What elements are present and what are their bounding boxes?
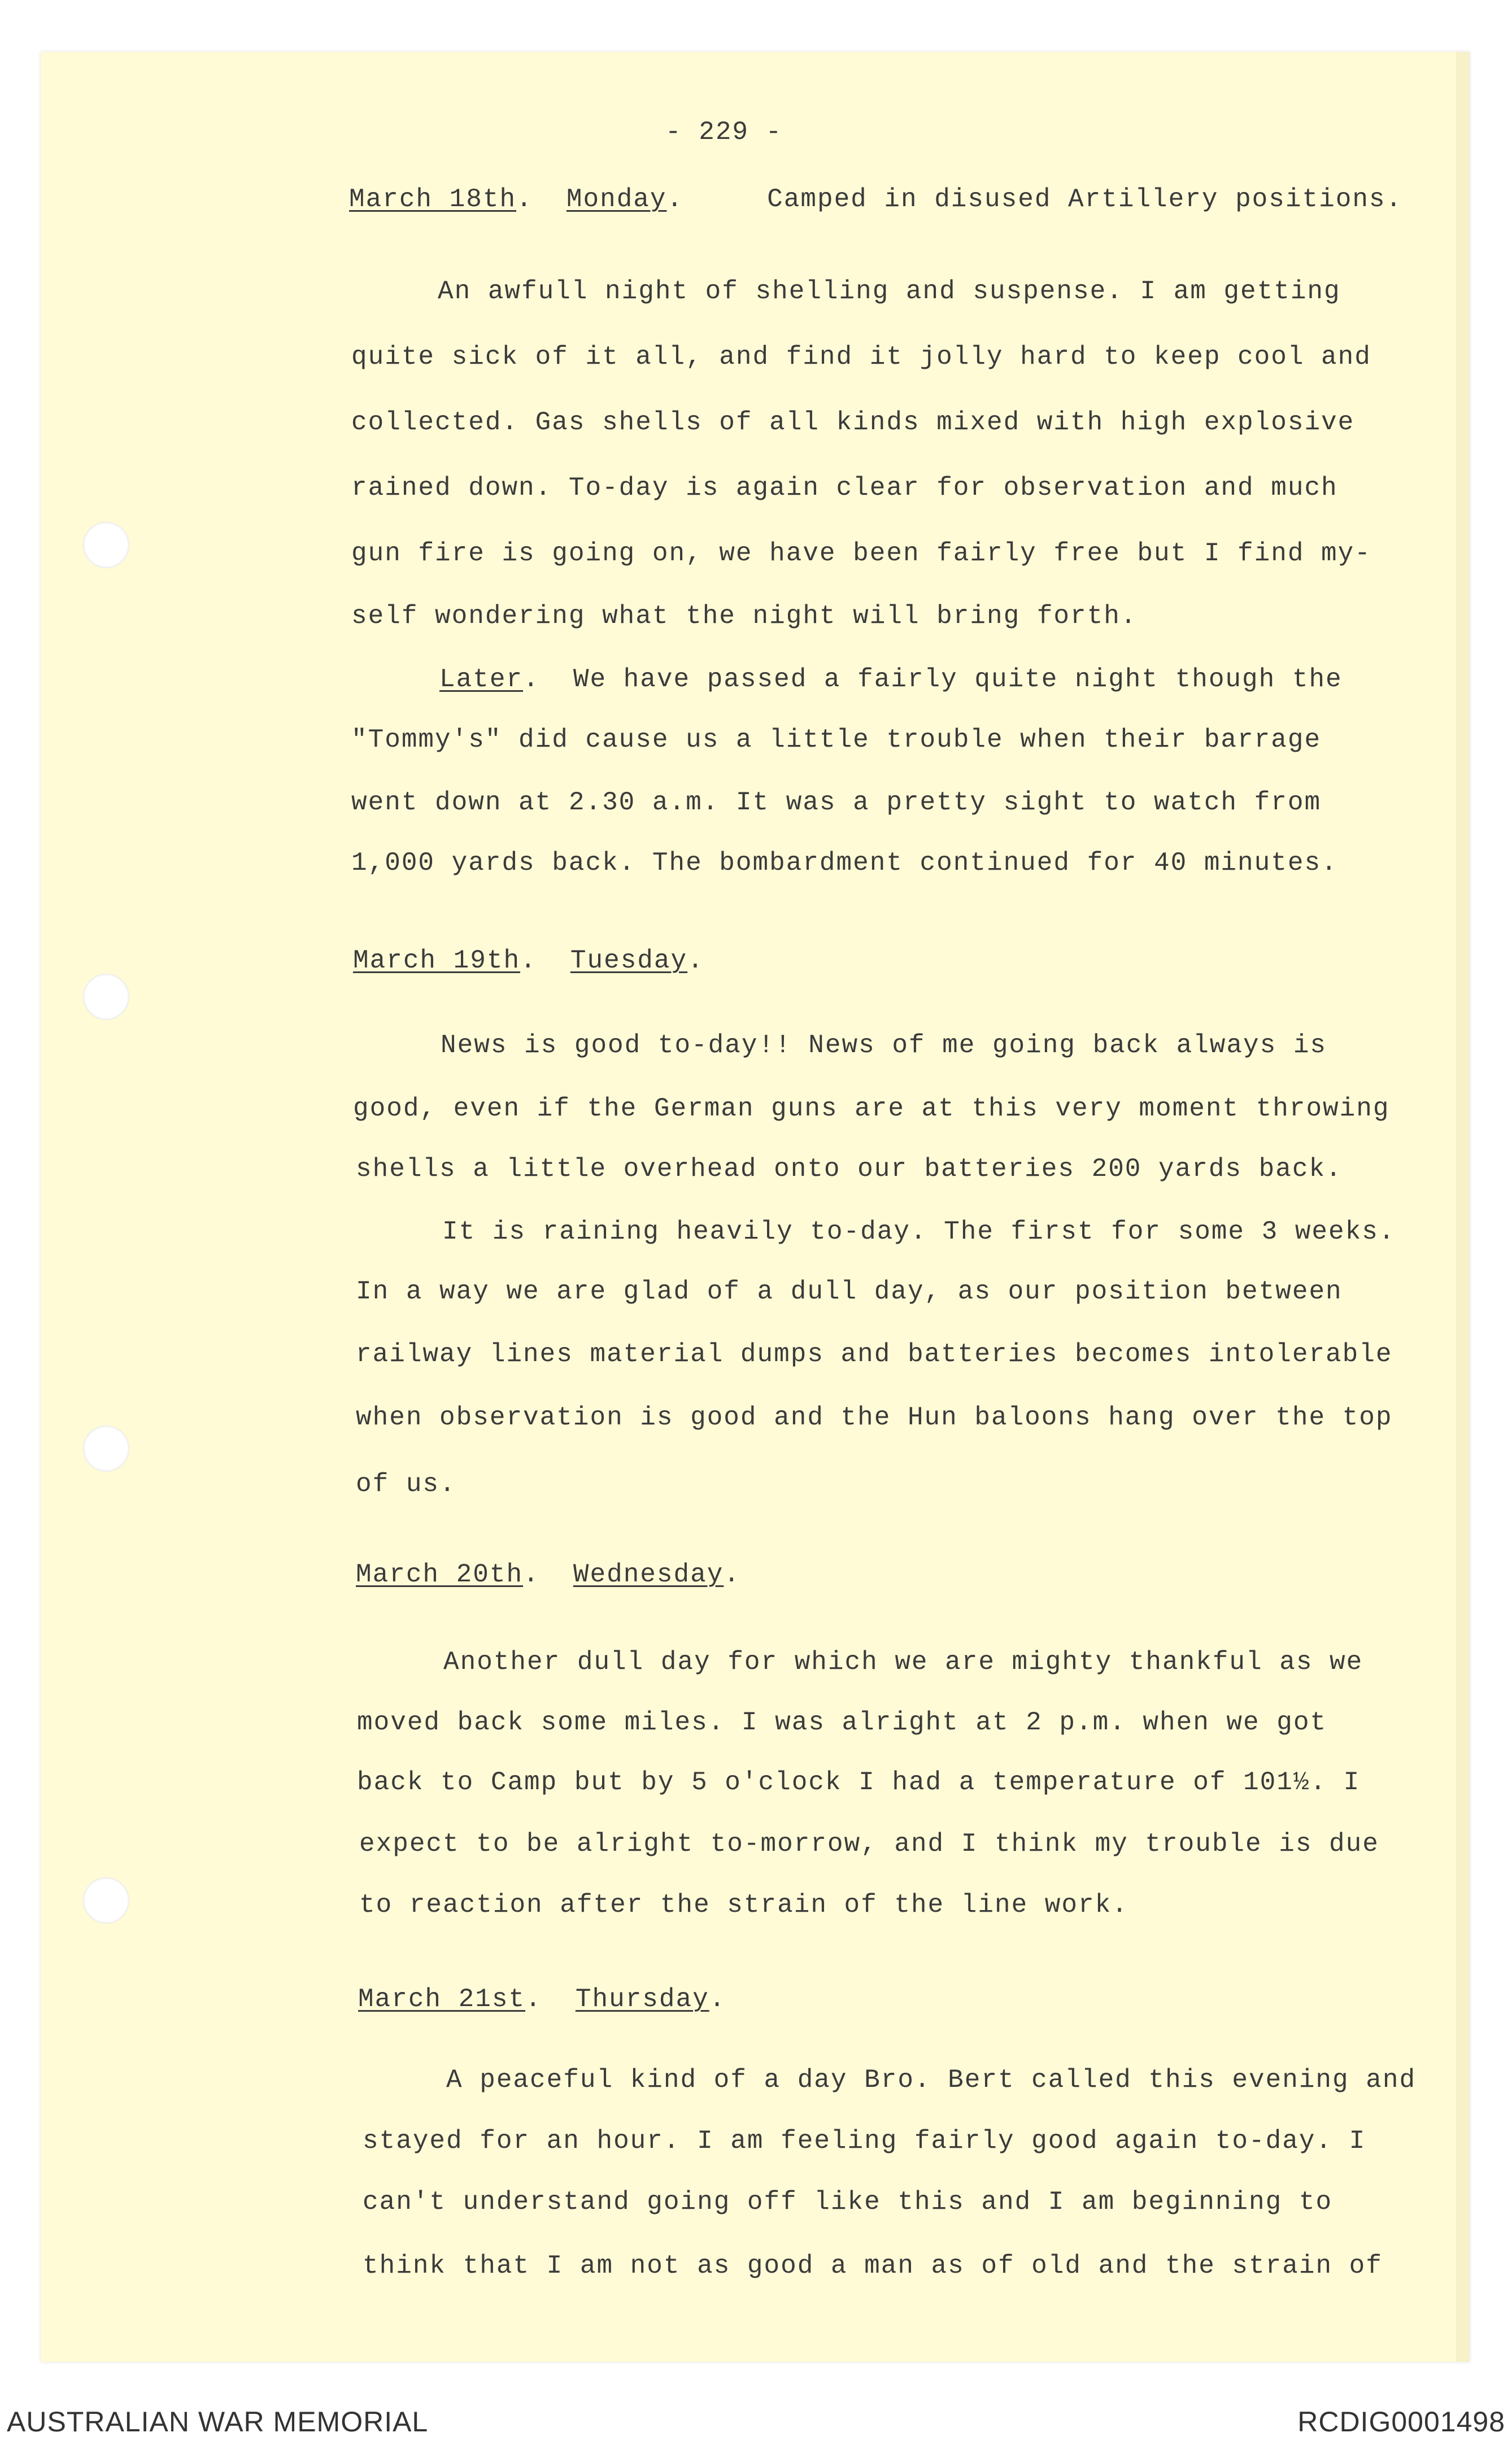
text-line: It is raining heavily to-day. The first for some 3 weeks.: [442, 1217, 1396, 1246]
page-number: - 229 -: [665, 117, 783, 147]
entry-heading: March 18th. Monday. Camped in disused Artillery positions.: [349, 185, 1403, 214]
text-line: when observation is good and the Hun baloons hang over the top: [356, 1403, 1393, 1432]
entry-date: March 20th: [356, 1560, 524, 1589]
text-line: A peaceful kind of a day Bro. Bert called this evening and: [446, 2065, 1417, 2095]
text-line: moved back some miles. I was alright at 2 p.m. when we got: [357, 1708, 1327, 1737]
text-line: railway lines material dumps and batteries becomes intolerable: [356, 1340, 1393, 1369]
text-line: collected. Gas shells of all kinds mixed with high explosive: [351, 408, 1355, 437]
text-line: In a way we are glad of a dull day, as our position between: [356, 1277, 1343, 1306]
later-label: Later: [439, 665, 524, 694]
later-line: Later. We have passed a fairly quite night though the: [439, 665, 1343, 694]
text-line: back to Camp but by 5 o'clock I had a temperature of 101½. I: [357, 1768, 1361, 1797]
entry-date: March 21st: [358, 1985, 526, 2014]
text-line: shells a little overhead onto our batteries 200 yards back.: [356, 1154, 1343, 1184]
text-line: can't understand going off like this and I am beginning to: [363, 2187, 1333, 2217]
text-line: News is good to-day!! News of me going back always is: [441, 1031, 1327, 1060]
text-line: gun fire is going on, we have been fairly free but I find my-: [351, 539, 1371, 568]
page-edge: [1456, 52, 1470, 2362]
text-line: 1,000 yards back. The bombardment continued for 40 minutes.: [351, 848, 1338, 878]
footer-institution: AUSTRALIAN WAR MEMORIAL: [7, 2406, 429, 2438]
entry-date: March 18th: [349, 185, 517, 214]
entry-heading: March 20th. Wednesday.: [356, 1560, 740, 1589]
text-line: An awfull night of shelling and suspense. I am getting: [438, 277, 1341, 306]
text-line: self wondering what the night will bring forth.: [351, 601, 1138, 631]
text-line: expect to be alright to-morrow, and I think my trouble is due: [359, 1829, 1379, 1859]
entry-day: Monday: [566, 185, 667, 214]
text-line: Another dull day for which we are mighty thankful as we: [443, 1647, 1363, 1677]
text-line: went down at 2.30 a.m. It was a pretty sight to watch from: [351, 788, 1322, 817]
entry-location: Camped in disused Artillery positions.: [767, 185, 1403, 214]
punch-hole: [83, 1425, 129, 1472]
entry-date: March 19th: [353, 946, 521, 975]
punch-hole: [83, 974, 129, 1020]
text-line: think that I am not as good a man as of old and the strain of: [363, 2251, 1383, 2281]
footer-record-id: RCDIG0001498: [1297, 2406, 1505, 2438]
text-line: quite sick of it all, and find it jolly hard to keep cool and: [351, 342, 1371, 372]
text-line: rained down. To-day is again clear for observation and much: [351, 473, 1338, 503]
entry-heading: March 19th. Tuesday.: [353, 946, 704, 975]
text-line: "Tommy's" did cause us a little trouble when their barrage: [351, 725, 1322, 755]
punch-hole: [83, 522, 129, 568]
text-line: good, even if the German guns are at this very moment throwing: [353, 1094, 1390, 1123]
entry-day: Wednesday: [573, 1560, 724, 1589]
entry-day: Thursday: [575, 1985, 709, 2014]
text-line: to reaction after the strain of the line work.: [359, 1890, 1128, 1920]
punch-hole: [83, 1877, 129, 1924]
entry-day: Tuesday: [570, 946, 688, 975]
entry-heading: March 21st. Thursday.: [358, 1985, 726, 2014]
text-line: stayed for an hour. I am feeling fairly good again to-day. I: [363, 2126, 1366, 2156]
text-line: of us.: [356, 1470, 456, 1499]
typewritten-page: [41, 52, 1470, 2362]
